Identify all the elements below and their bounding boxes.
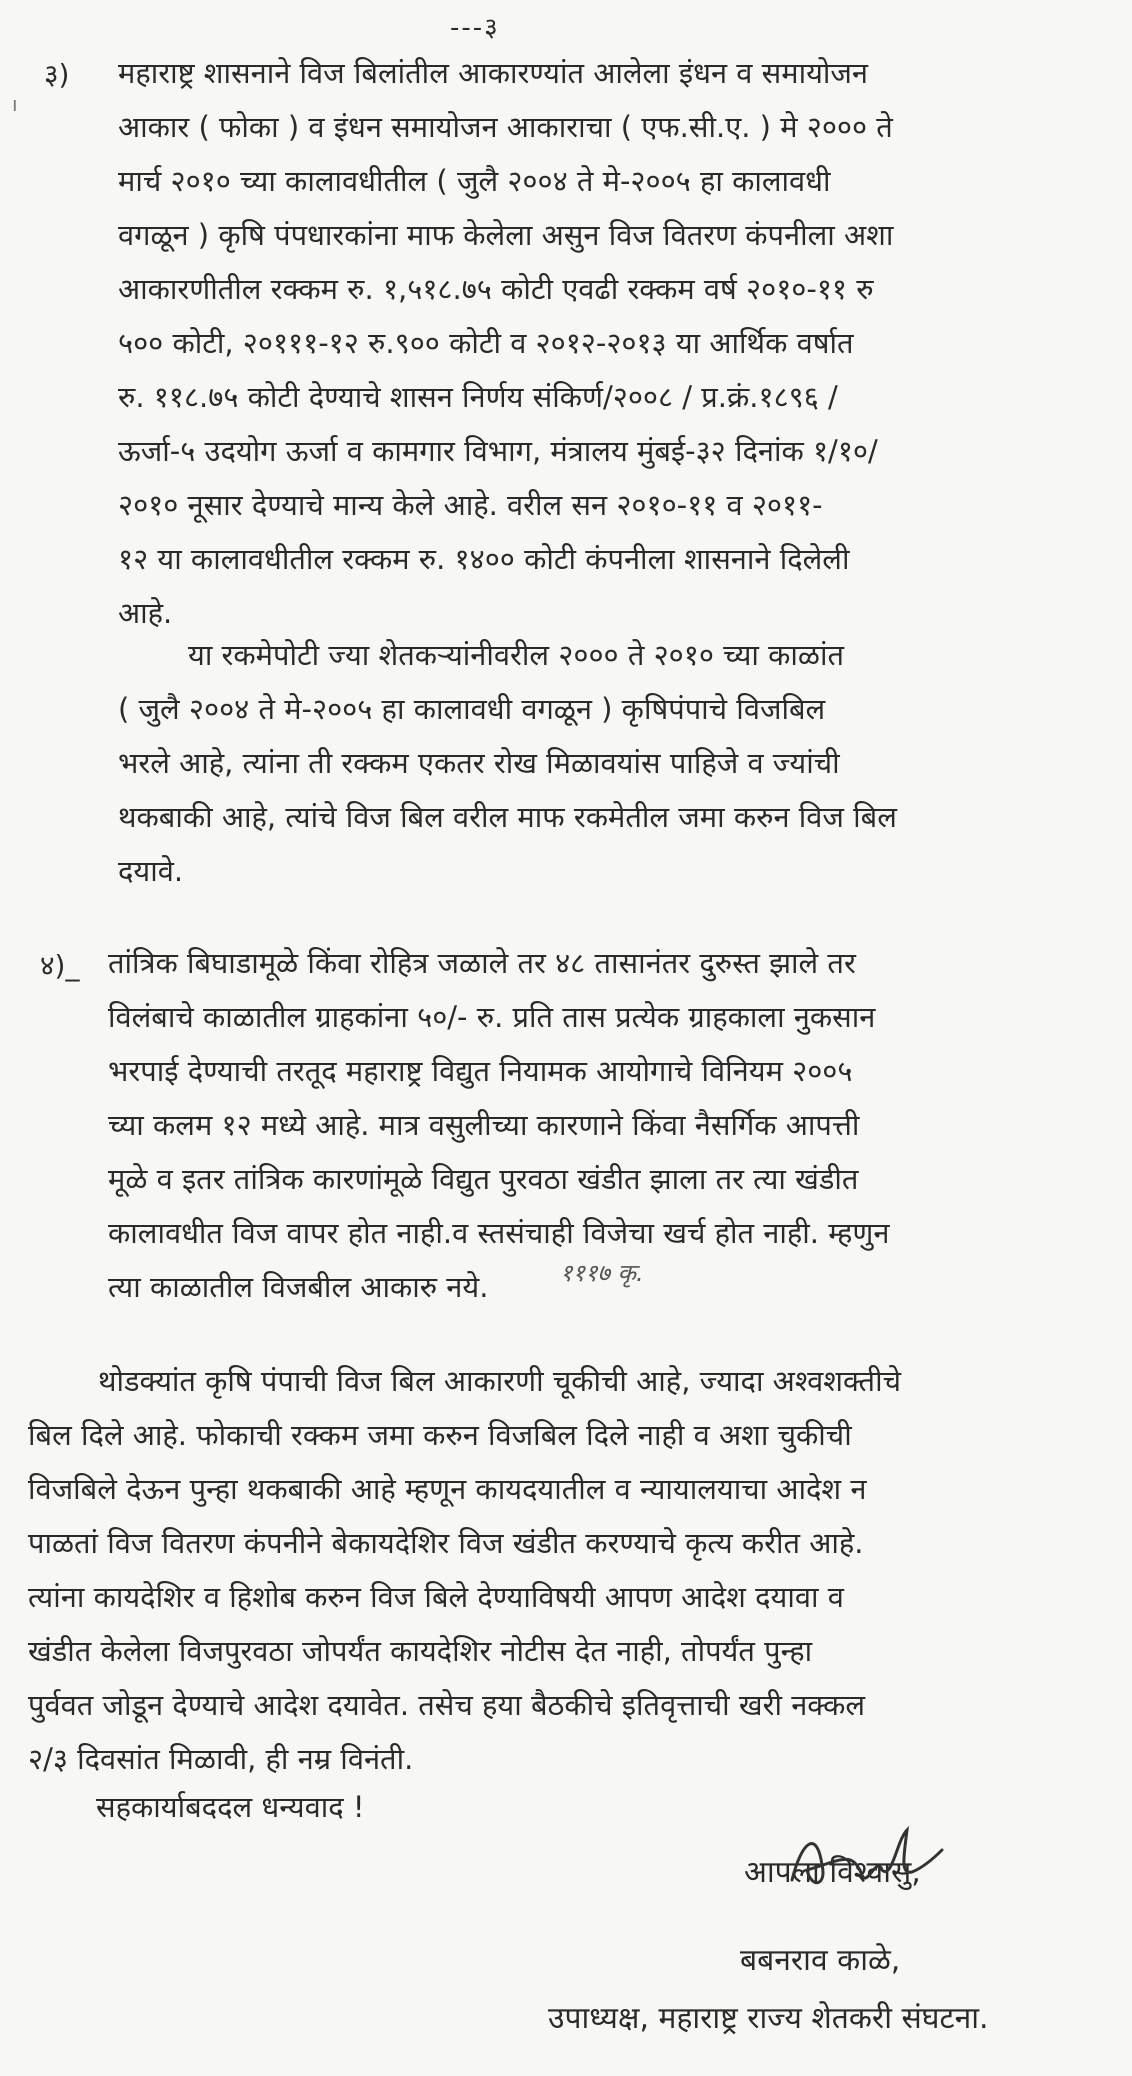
text-line: मार्च २०१० च्या कालावधीतील ( जुलै २००४ ते मे-२००५ हा कालावधी — [118, 164, 831, 198]
text-line: २०१० नूसार देण्याचे मान्य केले आहे. वरील सन २०१०-११ व २०११- — [118, 488, 823, 522]
signatory-designation: उपाध्यक्ष, महाराष्ट्र राज्य शेतकरी संघटना. — [548, 2001, 989, 2036]
text-line: च्या कलम १२ मध्ये आहे. मात्र वसुलीच्या कारणाने किंवा नैसर्गिक आपत्ती — [108, 1108, 860, 1142]
text-line: कालावधीत विज वापर होत नाही.व स्तसंचाही विजेचा खर्च होत नाही. म्हणुन — [108, 1216, 890, 1250]
text-line: तांत्रिक बिघाडामूळे किंवा रोहित्र जळाले तर ४८ तासानंतर दुरुस्त झाले तर — [108, 946, 856, 980]
text-line: थकबाकी आहे, त्यांचे विज बिल वरील माफ रकमेतील जमा करुन विज बिल — [118, 800, 897, 834]
text-line: मूळे व इतर तांत्रिक कारणांमूळे विद्युत पुरवठा खंडीत झाला तर त्या खंडीत — [108, 1162, 859, 1196]
page-number: ---३ — [450, 13, 500, 43]
thanks-line: सहकार्याबददल धन्यवाद ! — [96, 1790, 365, 1824]
text-line: विलंबाचे काळातील ग्राहकांना ५०/- रु. प्रति तास प्रत्येक ग्राहकाला नुकसान — [108, 1000, 876, 1034]
text-line: रु. ११८.७५ कोटी देण्याचे शासन निर्णय संकिर्ण/२००८ / प्र.क्रं.१८९६ / — [118, 380, 838, 414]
text-line: खंडीत केलेला विजपुरवठा जोपर्यंत कायदेशिर नोटीस देत नाही, तोपर्यंत पुन्हा — [28, 1634, 813, 1668]
section-4-number: ४)_ — [40, 949, 80, 982]
text-line: ( जुलै २००४ ते मे-२००५ हा कालावधी वगळून ) कृषिपंपाचे विजबिल — [118, 692, 826, 726]
text-line: ५०० कोटी, २०१११-१२ रु.९०० कोटी व २०१२-२०१३ या आर्थिक वर्षात — [118, 326, 854, 360]
section-4-body — [108, 936, 889, 1314]
section-3-paragraph-2 — [118, 628, 897, 898]
text-line: विजबिले देऊन पुन्हा थकबाकी आहे म्हणून कायदयातील व न्यायालयाचा आदेश न — [28, 1472, 867, 1506]
text-line: भरपाई देण्याची तरतूद महाराष्ट्र विद्युत नियामक आयोगाचे विनियम २००५ — [108, 1054, 853, 1088]
text-line: आकारणीतील रक्कम रु. १,५१८.७५ कोटी एवढी रक्कम वर्ष २०१०-११ रु — [118, 272, 874, 306]
section-3-number: ३) — [44, 58, 70, 91]
text-line: पाळतां विज वितरण कंपनीने बेकायदेशिर विज खंडीत करण्याचे कृत्य करीत आहे. — [28, 1526, 864, 1560]
text-line: वगळून ) कृषि पंपधारकांना माफ केलेला असुन विज वितरण कंपनीला अशा — [118, 218, 894, 252]
text-line: त्या काळातील विजबील आकारु नये. — [108, 1270, 489, 1304]
text-line: या रकमेपोटी ज्या शेतकऱ्यांनीवरील २००० ते २०१० च्या काळांत — [188, 638, 845, 672]
handwritten-signature — [782, 1810, 952, 1905]
text-line: बिल दिले आहे. फोकाची रक्कम जमा करुन विजबिल दिले नाही व अशा चुकीची — [28, 1418, 852, 1452]
text-line: दयावे. — [118, 854, 184, 888]
signatory-name: बबनराव काळे, — [740, 1943, 901, 1978]
closing-salutation: आपला विश्वासु, — [744, 1855, 921, 1890]
text-line: ऊर्जा-५ उदयोग ऊर्जा व कामगार विभाग, मंत्रालय मुंबई-३२ दिनांक १/१०/ — [118, 434, 878, 468]
text-line: पुर्ववत जोडून देण्याचे आदेश दयावेत. तसेच हया बैठकीचे इतिवृत्ताची खरी नक्कल — [28, 1688, 866, 1722]
text-line: महाराष्ट्र शासनाने विज बिलांतील आकारण्यांत आलेला इंधन व समायोजन — [118, 56, 869, 90]
section-3-body — [118, 46, 893, 640]
text-line: आकार ( फोका ) व इंधन समायोजन आकाराचा ( एफ.सी.ए. ) मे २००० ते — [118, 110, 893, 144]
text-line: त्यांना कायदेशिर व हिशोब करुन विज बिले देण्याविषयी आपण आदेश दयावा व — [28, 1580, 844, 1614]
text-line: आहे. — [118, 596, 173, 630]
text-line: भरले आहे, त्यांना ती रक्कम एकतर रोख मिळावयांस पाहिजे व ज्यांची — [118, 746, 840, 780]
text-line: २/३ दिवसांत मिळावी, ही नम्र विनंती. — [28, 1742, 414, 1776]
text-line: थोडक्यांत कृषि पंपाची विज बिल आकारणी चूकीची आहे, ज्यादा अश्वशक्तीचे — [98, 1364, 902, 1398]
margin-mark: ı — [12, 92, 18, 116]
handwritten-annotation: १११७ कृ. — [560, 1259, 644, 1287]
conclusion-body — [28, 1354, 901, 1786]
text-line: १२ या कालावधीतील रक्कम रु. १४०० कोटी कंपनीला शासनाने दिलेली — [118, 542, 850, 576]
